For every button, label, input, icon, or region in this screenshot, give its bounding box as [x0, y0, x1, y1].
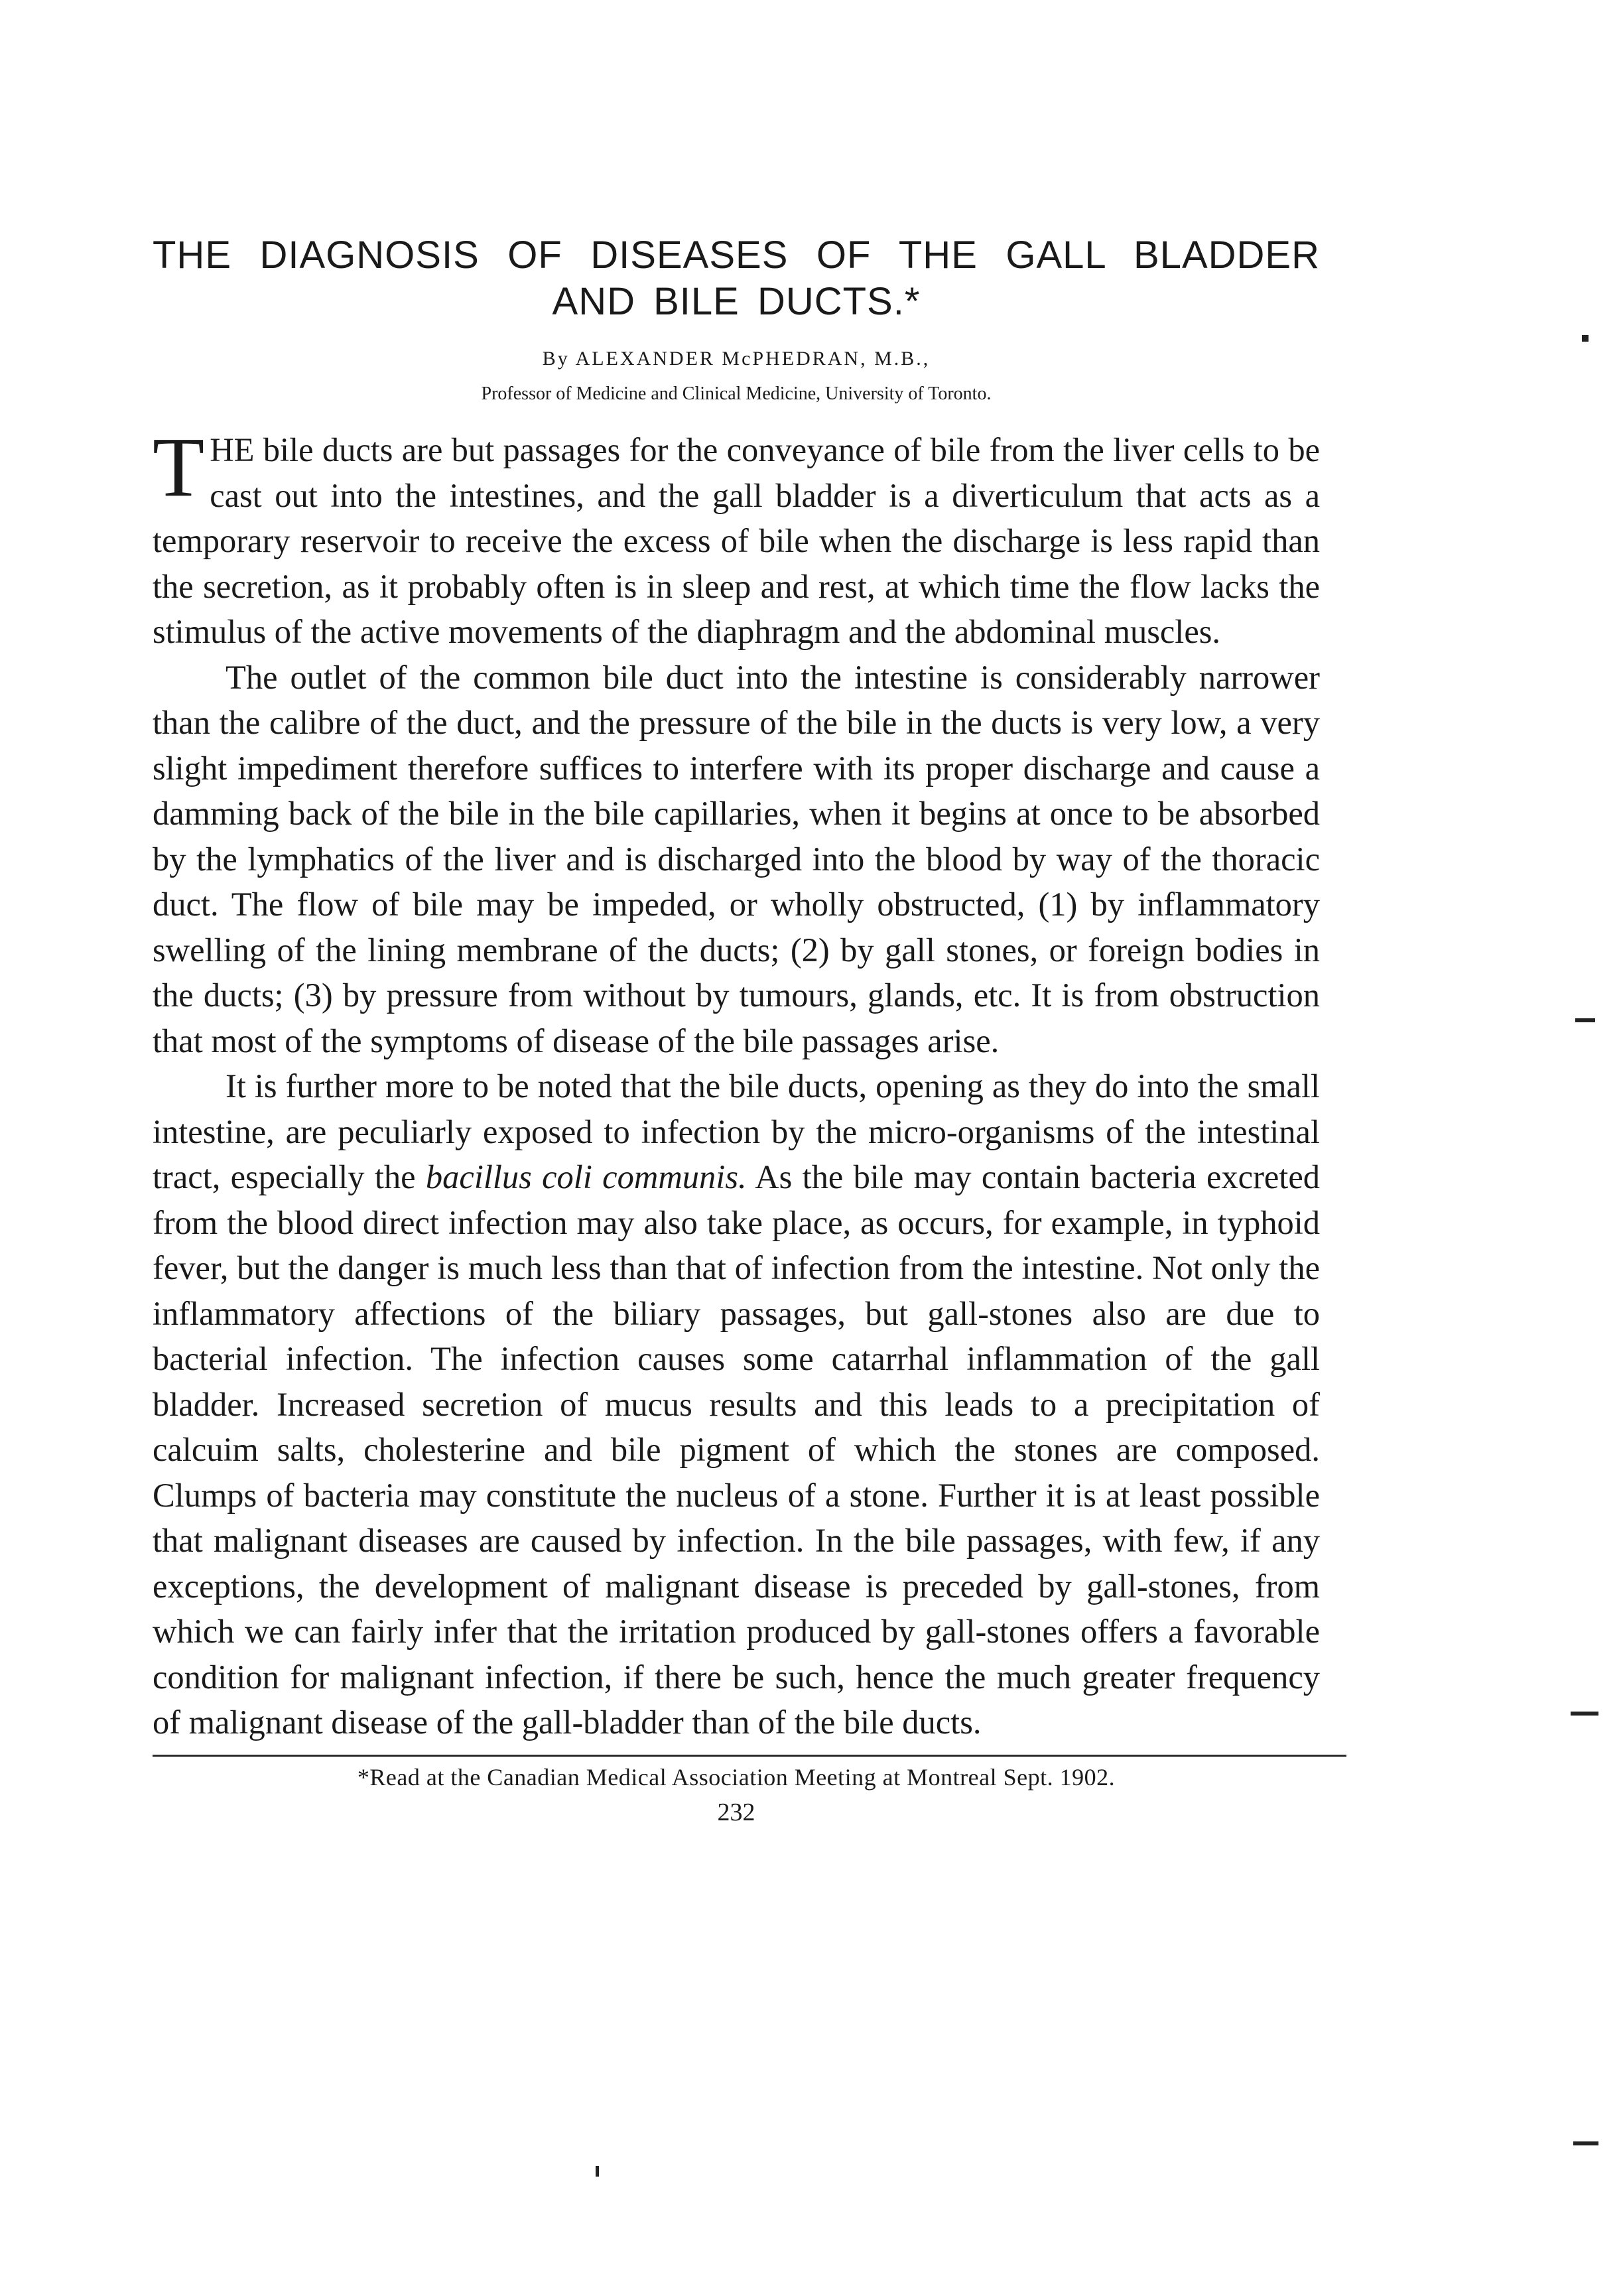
margin-mark: [1571, 1712, 1598, 1716]
article-body: [153, 420, 1320, 1745]
page-number: 232: [717, 1798, 755, 1826]
paragraph-3-text-b: As the bile may contain bacteria excreted from the blood direct infection may also take place, as occurs, for example, in typhoid fever, but the danger is much less than that of infection from the intestine. Not only the inflammatory affections of the biliary passages, but gall-stones also are due to bacterial infection. The infection causes some catarrhal inflammation of the gall bladder. Increased secretion of mucus results and this leads to a precipitation of calcuim salts, cholesterine and bile pigment of which the stones are composed. Clumps of bacteria may constitute the nucleus of a stone. Further it is at least possible that malignant diseases are caused by infection. In the bile passages, with few, if any exceptions, the development of malignant disease is preceded by gall-stones, from which we can fairly infer that the irritation produced by gall-stones offers a favorable condition for malignant infection, if there be such, hence the much greater frequency of malignant disease of the gall-bladder than of the bile ducts.: [153, 1158, 1320, 1741]
footnote: *Read at the Canadian Medical Association Meeting at Montreal Sept. 1902.: [357, 1763, 1116, 1790]
document-page: [153, 232, 1320, 1827]
article-title: THE DIAGNOSIS OF DISEASES OF THE GALL BLADDER AND BILE DUCTS.*: [153, 234, 1320, 323]
margin-mark: [1573, 2141, 1598, 2145]
footnote-rule: [153, 1755, 1346, 1757]
margin-mark: [596, 2166, 599, 2177]
margin-mark: [1575, 1018, 1595, 1022]
paragraph-3-italic: bacillus coli communis.: [425, 1158, 747, 1195]
author-affiliation: Professor of Medicine and Clinical Medicine, University of Toronto.: [481, 383, 992, 404]
paragraph-1-text: HE bile ducts are but passages for the conveyance of bile from the liver cells to be cast out into the intestines, and the gall bladder is a diverticulum that acts as a temporary reservoir to receive the excess of bile when the discharge is less rapid than the secretion, as it probably often is in sleep and rest, at which time the flow lacks the stimulus of the active movements of the diaphragm and the abdominal muscles.: [153, 431, 1320, 650]
author-byline: By ALEXANDER McPHEDRAN, M.B.,: [542, 348, 931, 370]
margin-mark: [1582, 335, 1589, 342]
paragraph-3-text-a: It is further more to be noted that the bile ducts, opening as they do into the small intestine, are peculiarly exposed to infection by the micro-organisms of the intestinal tract, especially the: [153, 1067, 1320, 1195]
paragraph-2: The outlet of the common bile duct into the intestine is considerably narrower than the calibre of the duct, and the pressure of the bile in the ducts is very low, a very slight impediment therefore suffices to interfere with its proper discharge and cause a damming back of the bile in the bile capillaries, when it begins at once to be absorbed by the lymphatics of the liver and is discharged into the blood by way of the thoracic duct. The flow of bile may be impeded, or wholly obstructed, (1) by inflammatory swelling of the lining membrane of the ducts; (2) by gall stones, or foreign bodies in the ducts; (3) by pressure from without by tumours, glands, etc. It is from obstruction that most of the symptoms of disease of the bile passages arise.: [153, 658, 1320, 1059]
paragraph-3: [153, 1063, 1320, 1745]
drop-cap: T: [153, 420, 205, 514]
paragraph-1: [153, 420, 1320, 655]
